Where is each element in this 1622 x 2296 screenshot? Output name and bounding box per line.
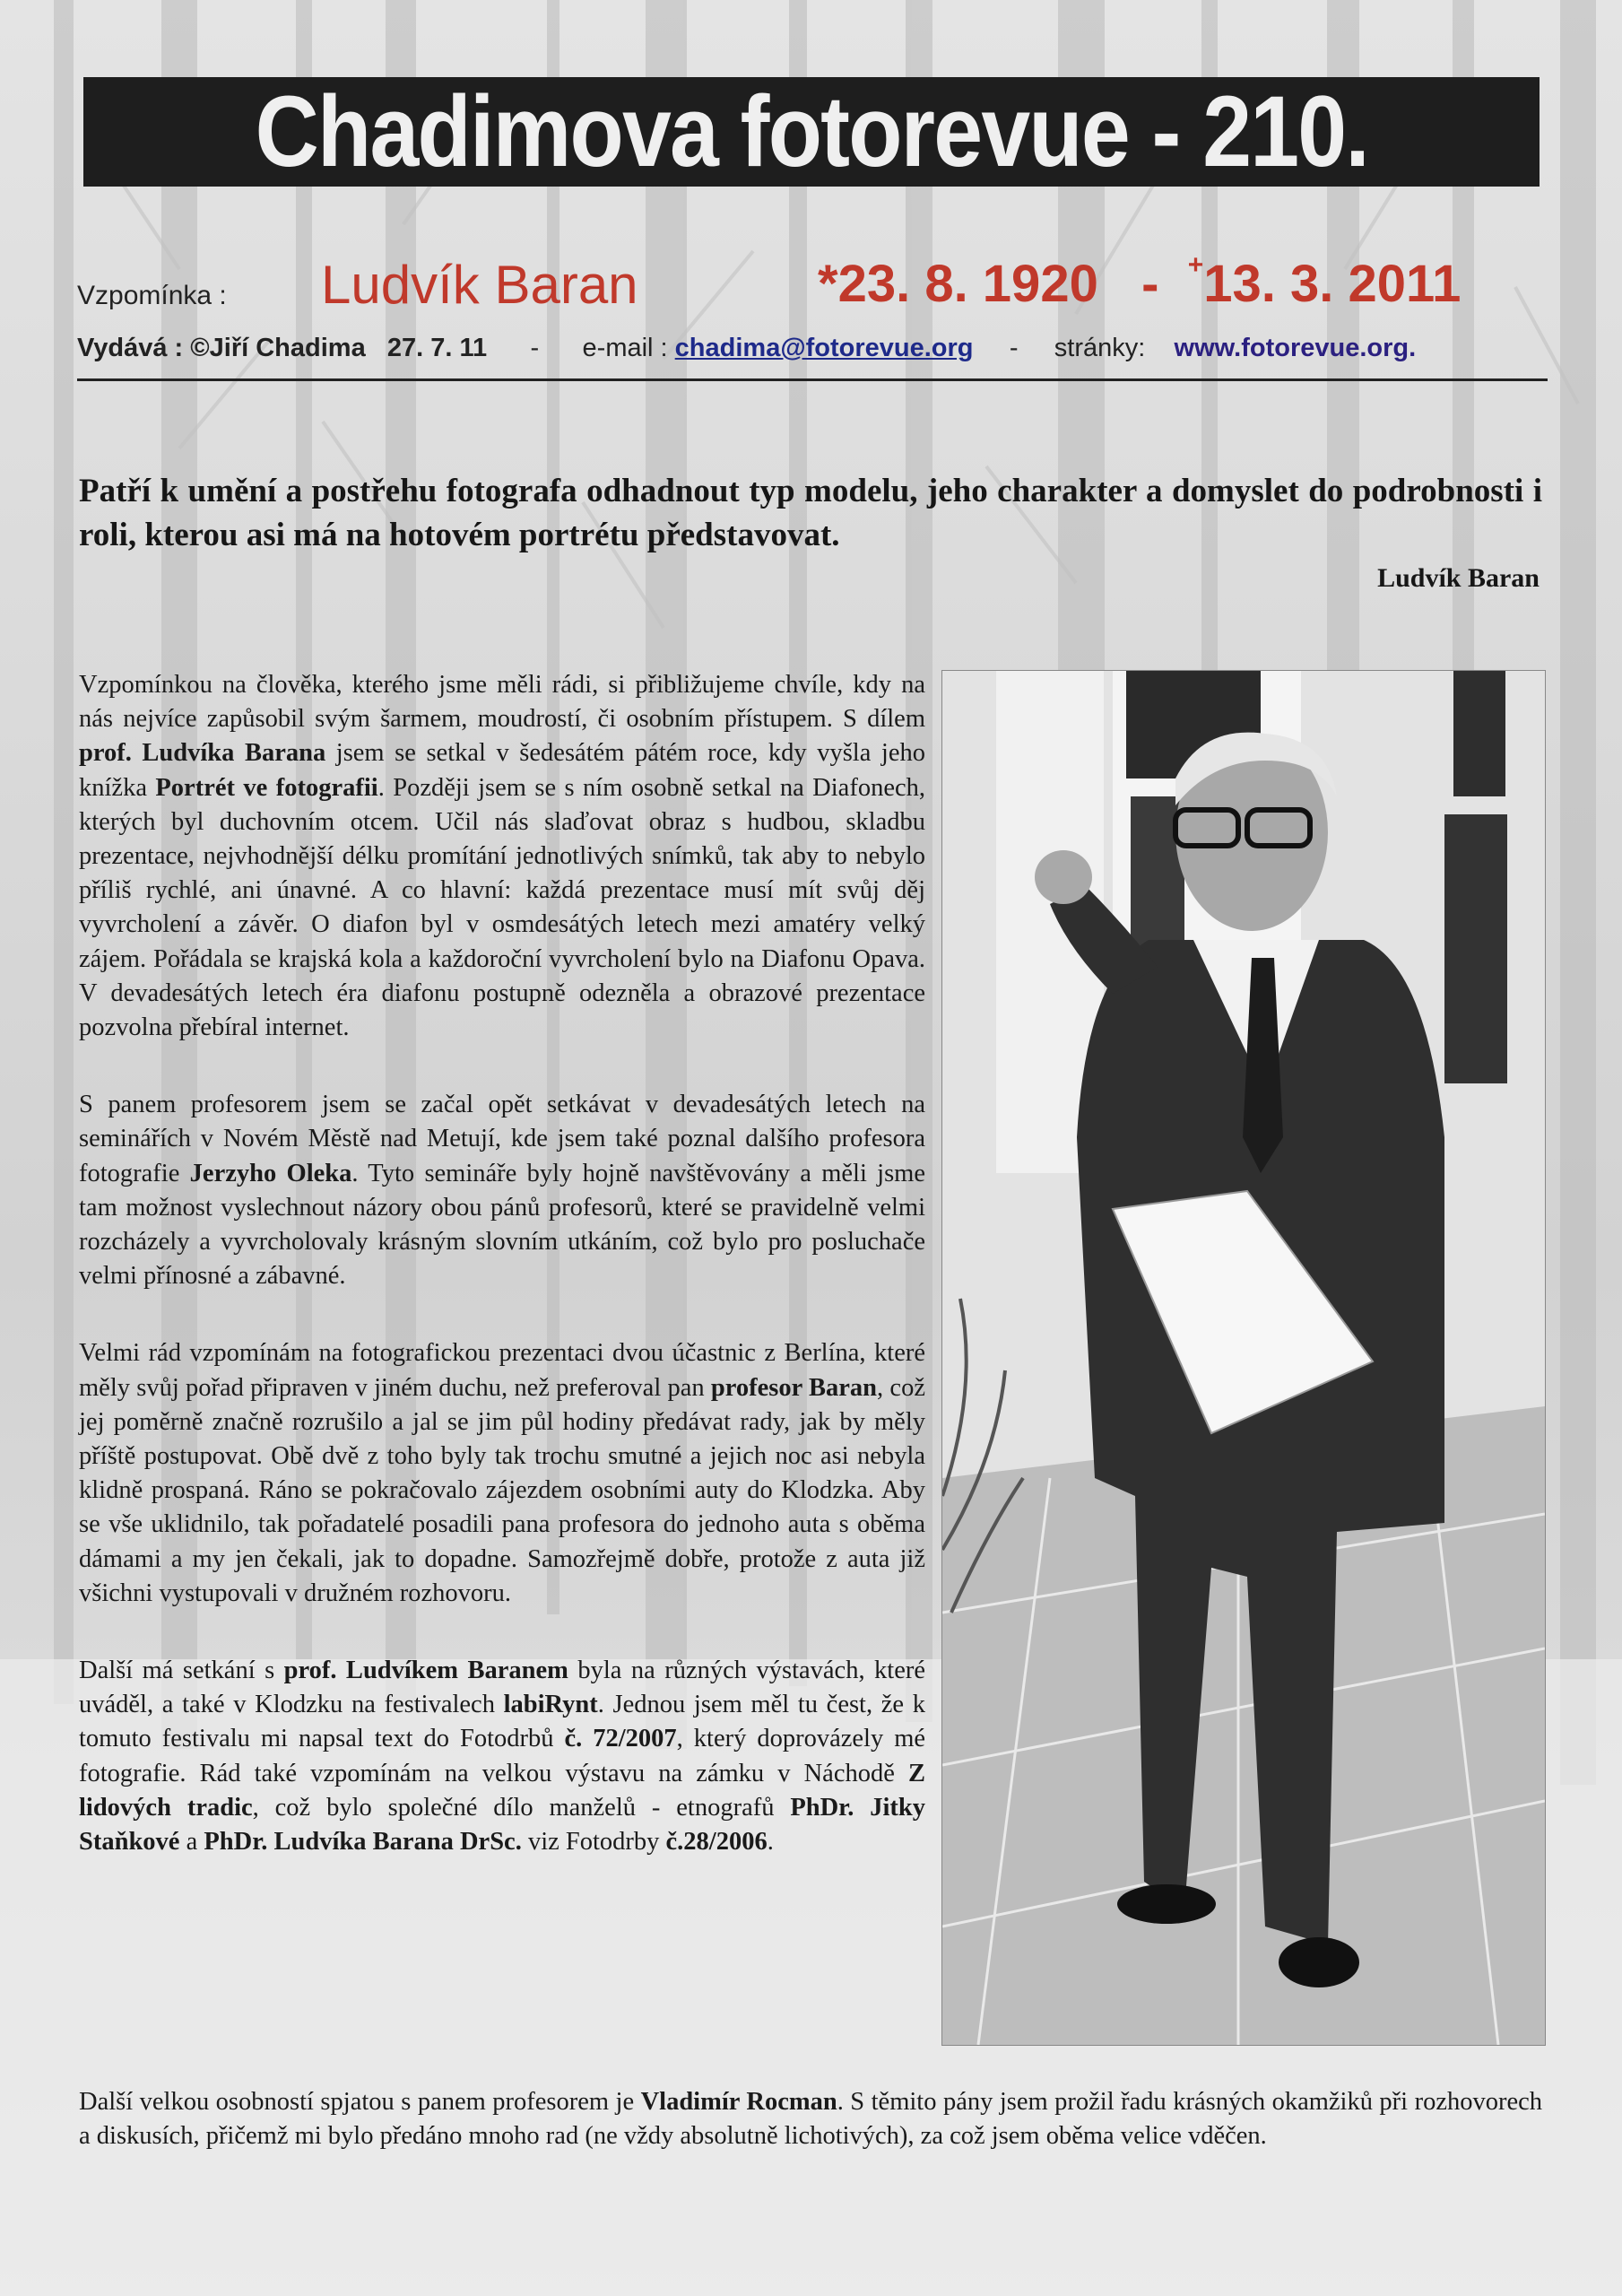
paragraph: Vzpomínkou na člověka, kterého jsme měli rádi, si přibližujeme chvíle, kdy na nás nejvíce zapůsobil svým šarmem, moudrostí, či osobním přístupem. S dílem prof. Ludvíka Barana jsem se setkal v šedesátém pátém roce, kdy vyšla jeho knížka Portrét ve fotografii. Později jsem se s ním osobně setkal na Diafonech, kterých byl duchovním otcem. Učil nás slaďovat obraz s hudbou, skladbu prezentace, nejvhodnější délku promítání jednotlivých snímků, tak aby to nebylo příliš rychlé, ani únavné. A co hlavní: každá prezentace musí mít svůj děj vyvrcholení a závěr. O diafon byl v osmdesátých letech mezi amatéry velký zájem. Pořádala se krajská kola a každoroční vyvrcholení bylo na Diafonu Opava. V devadesátých letech éra diafonu postupně odezněla a obrazové prezentace pozvolna přebíral internet.: [79, 671, 925, 1042]
email-label: e-mail :: [582, 334, 668, 362]
date-separator: -: [1141, 255, 1159, 313]
email-link[interactable]: chadima@fotorevue.org: [674, 334, 974, 362]
separator: -: [1009, 334, 1019, 362]
web-link[interactable]: www.fotorevue.org.: [1174, 334, 1417, 362]
death-mark: +: [1187, 250, 1204, 280]
closing-paragraph: Další velkou osobností spjatou s panem profesorem je Vladimír Rocman. S těmito pány jsem prožil řadu krásných okamžiků při rozhovorech a diskusích, přičemž mi bylo předáno mnoho rad (ne vždy absolutně lichotivých), za což jsem oběma velice vděčen.: [79, 2088, 1543, 2151]
death-date: 13. 3. 2011: [1203, 255, 1462, 313]
person-name: Ludvík Baran: [321, 255, 638, 315]
separator: -: [530, 334, 540, 362]
portrait-photo: [941, 670, 1546, 2046]
memorial-line: [77, 250, 1548, 317]
publisher-name: ©Jiří Chadima: [190, 334, 366, 362]
portrait-image: [942, 671, 1545, 2045]
masthead-banner: [83, 77, 1540, 187]
paragraph: Velmi rád vzpomínám na fotografickou prezentaci dvou účastnic z Berlína, které měly svůj pořad připraven v jiném duchu, než preferoval pan profesor Baran, což jej poměrně značně rozrušilo a jal se jim půl hodiny předávat rady, jak by měly příště postupovat. Obě dvě z toho byly tak trochu smutné a jejich noc asi nebyla klidně prospaná. Ráno se pokračovalo zájezdem osobními auty do Klodzka. Aby se vše uklidnilo, tak pořadatelé posadili pana profesora do jednoho auta s oběma dámami a my jen čekali, jak to dopadne. Samozřejmě dobře, protože z auta již všichni vystupovali v družném rozhovoru.: [79, 1339, 925, 1607]
article-column: [79, 668, 925, 1902]
publisher-line: [77, 334, 1548, 381]
paragraph: S panem profesorem jsem se začal opět setkávat v devadesátých letech na seminářích v Novém Městě nad Metují, kde jsem také poznal dalšího profesora fotografie Jerzyho Oleka. Tyto semináře byly hojně navštěvovány a měli jsme tam možnost vyslechnout názory obou pánů profesorů, které se pravidelně velmi rozcházely a vyvrcholovaly krásným slovním utkáním, což bylo pro posluchače velmi přínosné a zábavné.: [79, 1091, 926, 1291]
publish-date: 27. 7. 11: [386, 334, 488, 362]
publisher-label: Vydává :: [77, 334, 184, 362]
masthead-title: Chadimova fotorevue - 210.: [255, 75, 1368, 187]
paragraph: Další má setkání s prof. Ludvíkem Baranem byla na různých výstavách, které uváděl, a také v Klodzku na festivalech labiRynt. Jednou jsem měl tu čest, že k tomuto festivalu mi napsal text do Fotodrbů č. 72/2007, který doprovázely mé fotografie. Rád také vzpomínám na velkou výstavu na zámku v Náchodě Z lidových tradic, což bylo společné dílo manželů - etnografů PhDr. Jitky Staňkové a PhDr. Ludvíka Barana DrSc. viz Fotodrby č.28/2006.: [79, 1657, 926, 1857]
web-label: stránky:: [1054, 334, 1146, 362]
memorial-label: Vzpomínka :: [77, 281, 227, 310]
birth-date: *23. 8. 1920: [818, 255, 1098, 313]
quote-author: Ludvík Baran: [1377, 563, 1540, 593]
life-dates: [818, 250, 1462, 314]
opening-quote: Patří k umění a postřehu fotografa odhadnout typ modelu, jeho charakter a domyslet do podrobnosti i roli, kterou asi má na hotovém portrétu představovat.: [79, 473, 1542, 553]
